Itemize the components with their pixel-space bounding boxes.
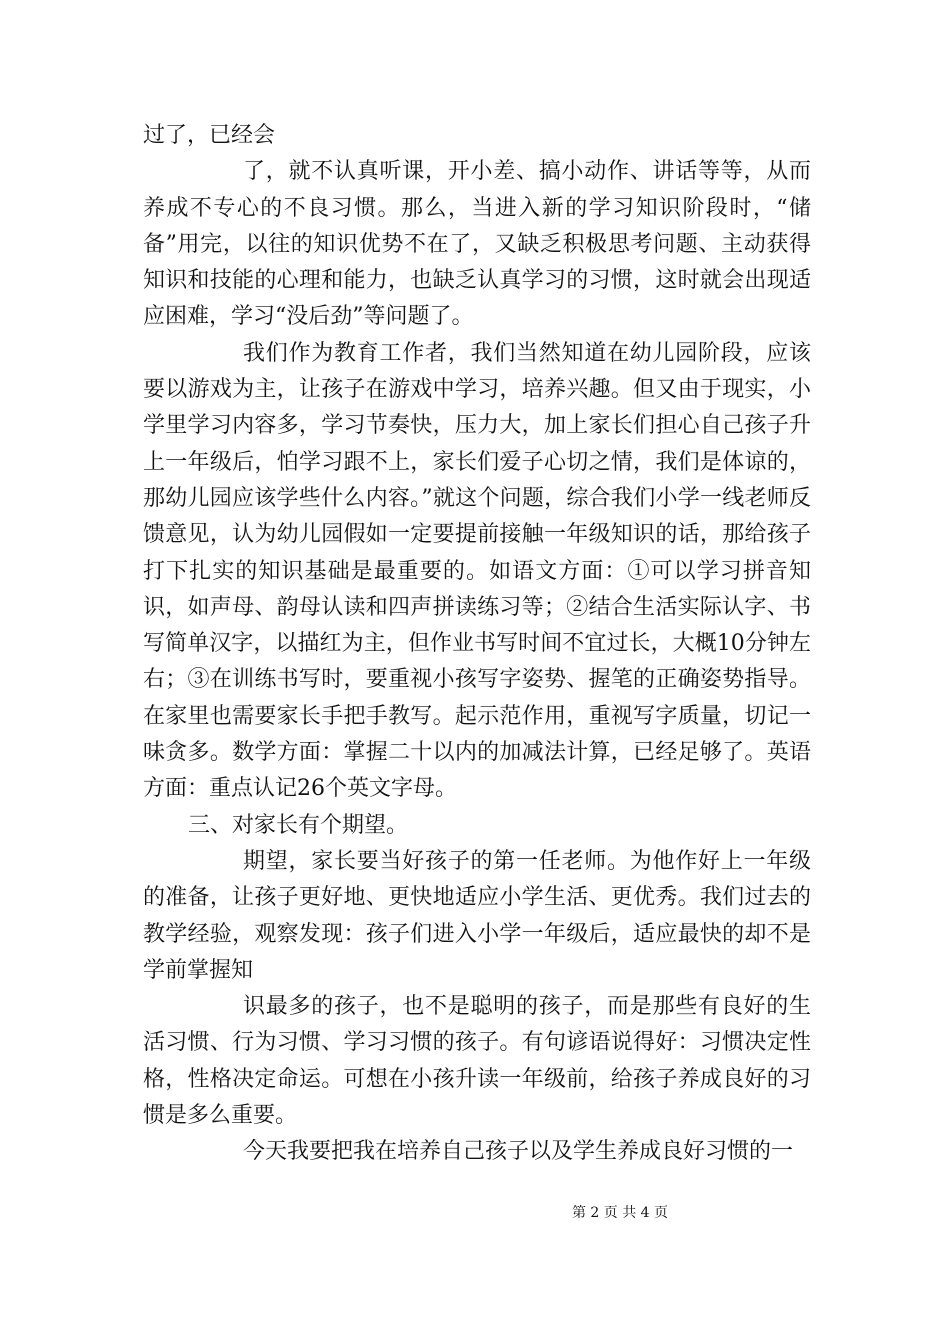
paragraph-4: 期望，家长要当好孩子的第一任老师。为他作好上一年级的准备，让孩子更好地、更快地适应小学生活、更优秀。我们过去的教学经验，观察发现：孩子们进入小学一年级后，适应最快的却不是学前掌握知	[143, 848, 811, 983]
section-heading: 三、对家长有个期望。	[188, 812, 409, 838]
paragraph-5: 识最多的孩子，也不是聪明的孩子，而是那些有良好的生活习惯、行为习惯、学习习惯的孩子。有句谚语说得好：习惯决定性格，性格决定命运。可想在小孩升读一年级前，给孩子养成良好的习惯是多么重要。	[143, 994, 811, 1129]
paragraph-1: 过了，已经会	[143, 123, 276, 148]
paragraph-2: 了，就不认真听课，开小差、搞小动作、讲话等等，从而养成不专心的不良习惯。那么，当进入新的学习知识阶段时，“储备”用完，以往的知识优势不在了，又缺乏积极思考问题、主动获得知识和技能的心理和能力，也缺乏认真学习的习惯，这时就会出现适应困难，学习“没后劲”等问题了。	[143, 159, 811, 330]
paragraph-6: 今天我要把我在培养自己孩子以及学生养成良好习惯的一	[243, 1139, 794, 1165]
document-body	[143, 118, 811, 1171]
page-footer: 第 2 页 共 4 页	[571, 1205, 669, 1221]
paragraph-3: 我们作为教育工作者，我们当然知道在幼儿园阶段，应该要以游戏为主，让孩子在游戏中学习，培养兴趣。但又由于现实，小学里学习内容多，学习节奏快，压力大，加上家长们担心自己孩子升上一年级后，怕学习跟不上，家长们爱子心切之情，我们是体谅的，那幼儿园应该学些什么内容。”就这个问题，综合我们小学一线老师反馈意见，认为幼儿园假如一定要提前接触一年级知识的话，那给孩子打下扎实的知识基础是最重要的。如语文方面：①可以学习拼音知识，如声母、韵母认读和四声拼读练习等；②结合生活实际认字、书写简单汉字，以描红为主，但作业书写时间不宜过长，大概10分钟左右；③在训练书写时，要重视小孩写字姿势、握笔的正确姿势指导。在家里也需要家长手把手教写。起示范作用，重视写字质量，切记一味贪多。数学方面：掌握二十以内的加减法计算，已经足够了。英语方面：重点认记26个英文字母。	[143, 340, 811, 802]
